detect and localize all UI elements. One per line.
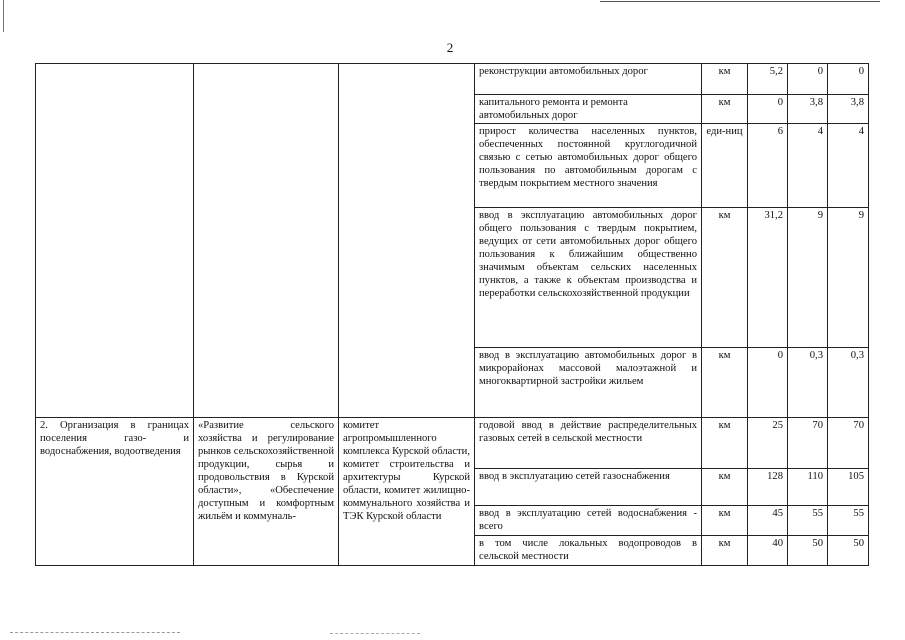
unit-cell: еди-ниц [702,124,748,208]
value-cell: 9 [788,208,828,348]
indicator-cell: ввод в эксплуатацию автомобильных дорог в микрорайонах массовой малоэтажной и многоквартирной застройки жильем [475,348,702,418]
table-row [36,418,869,469]
program-cell: «Развитие сельского хозяйства и регулирование рынков сельскохозяйственной продукции, сырья и продовольствия в Курской области», «Обеспечение доступным и комфортным жильём и коммуналь- [194,418,339,566]
value-cell: 70 [788,418,828,469]
value-cell: 0 [828,64,869,95]
task-cell-empty [36,64,194,418]
value-cell: 5,2 [748,64,788,95]
value-cell: 9 [828,208,869,348]
top-edge-rule [600,1,880,2]
unit-cell: км [702,506,748,536]
value-cell: 3,8 [788,95,828,124]
page-number: 2 [446,40,454,55]
value-cell: 50 [828,536,869,566]
indicator-cell: в том числе локальных водопроводов в сельской местности [475,536,702,566]
value-cell: 40 [748,536,788,566]
left-edge-rule [3,0,4,32]
unit-cell: км [702,208,748,348]
value-cell: 6 [748,124,788,208]
executor-cell: комитет агропромышленного комплекса Курской области, комитет строительства и архитектуры Курской области, комитет жилищно-коммунального хозяйства и ТЭК Курской области [339,418,475,566]
value-cell: 128 [748,469,788,506]
value-cell: 0 [788,64,828,95]
indicator-cell: капитального ремонта и ремонта автомобильных дорог [475,95,702,124]
executor-cell-empty [339,64,475,418]
value-cell: 31,2 [748,208,788,348]
value-cell: 4 [788,124,828,208]
value-cell: 25 [748,418,788,469]
value-cell: 3,8 [828,95,869,124]
value-cell: 105 [828,469,869,506]
indicator-cell: реконструкции автомобильных дорог [475,64,702,95]
unit-cell: км [702,418,748,469]
unit-cell: км [702,469,748,506]
value-cell: 4 [828,124,869,208]
value-cell: 45 [748,506,788,536]
value-cell: 70 [828,418,869,469]
scan-artifact-line [10,632,180,633]
indicator-cell: ввод в эксплуатацию автомобильных дорог общего пользования с твердым покрытием, ведущих от сети автомобильных дорог общего пользования к ближайшим общественно значимым объектам сельских населенных пунктов, а также к объектам производства и переработки сельскохозяйственной продукции [475,208,702,348]
value-cell: 110 [788,469,828,506]
value-cell: 55 [828,506,869,536]
indicator-cell: ввод в эксплуатацию сетей водоснабжения - всего [475,506,702,536]
unit-cell: км [702,536,748,566]
indicator-cell: ввод в эксплуатацию сетей газоснабжения [475,469,702,506]
unit-cell: км [702,348,748,418]
value-cell: 0,3 [788,348,828,418]
program-cell-empty [194,64,339,418]
indicators-table [35,63,869,566]
value-cell: 0 [748,348,788,418]
value-cell: 55 [788,506,828,536]
value-cell: 0,3 [828,348,869,418]
value-cell: 0 [748,95,788,124]
value-cell: 50 [788,536,828,566]
table-row [36,64,869,95]
task-cell: 2. Организация в границах поселения газо- и водоснабжения, водоотведения [36,418,194,566]
scan-artifact-line [330,633,420,634]
unit-cell: км [702,95,748,124]
indicator-cell: годовой ввод в действие распределительных газовых сетей в сельской местности [475,418,702,469]
unit-cell: км [702,64,748,95]
indicator-cell: прирост количества населенных пунктов, обеспеченных постоянной круглогодичной связью с сетью автомобильных дорог общего пользования по автомобильным дорогам с твердым покрытием местного значения [475,124,702,208]
